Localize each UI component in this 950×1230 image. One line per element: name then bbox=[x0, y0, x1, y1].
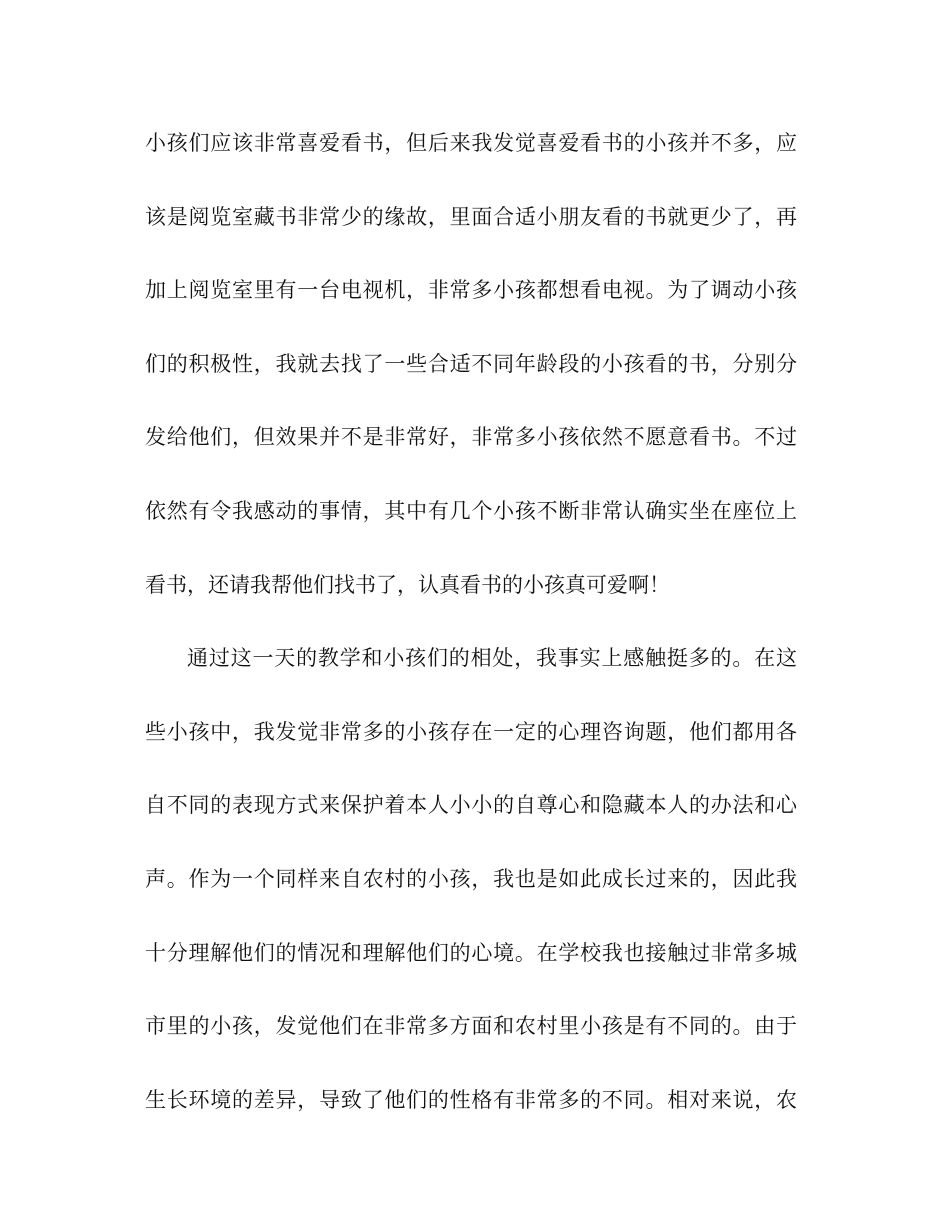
paragraph-line: 生长环境的差异，导致了他们的性格有非常多的不同。相对来说，农 bbox=[145, 1087, 797, 1112]
paragraph-line: 自不同的表现方式来保护着本人小小的自尊心和隐藏本人的办法和心 bbox=[145, 793, 797, 818]
paragraph-line: 看书，还请我帮他们找书了，认真看书的小孩真可爱啊！ bbox=[145, 572, 670, 597]
paragraph-line: 们的积极性，我就去找了一些合适不同年龄段的小孩看的书，分别分 bbox=[145, 351, 797, 376]
paragraph-line: 小孩们应该非常喜爱看书，但后来我发觉喜爱看书的小孩并不多，应 bbox=[145, 131, 797, 155]
paragraph-line: 市里的小孩，发觉他们在非常多方面和农村里小孩是有不同的。由于 bbox=[145, 1014, 797, 1039]
paragraph-line: 该是阅览室藏书非常少的缘故，里面合适小朋友看的书就更少了，再 bbox=[145, 204, 797, 229]
body-text bbox=[145, 118, 797, 1148]
paragraph-line: 十分理解他们的情况和理解他们的心境。在学校我也接触过非常多城 bbox=[145, 940, 797, 965]
paragraph-line: 声。作为一个同样来自农村的小孩，我也是如此成长过来的，因此我 bbox=[145, 866, 797, 891]
paragraph-line: 发给他们，但效果并不是非常好，非常多小孩依然不愿意看书。不过 bbox=[145, 425, 797, 450]
paragraph-line: 些小孩中，我发觉非常多的小孩存在一定的心理咨询题，他们都用各 bbox=[145, 719, 797, 744]
paragraph-line: 通过这一天的教学和小孩们的相处，我事实上感触挺多的。在这 bbox=[187, 646, 797, 671]
paragraph-line: 依然有令我感动的事情，其中有几个小孩不断非常认确实坐在座位上 bbox=[145, 498, 797, 523]
paragraph-line: 加上阅览室里有一台电视机，非常多小孩都想看电视。为了调动小孩 bbox=[145, 278, 797, 303]
